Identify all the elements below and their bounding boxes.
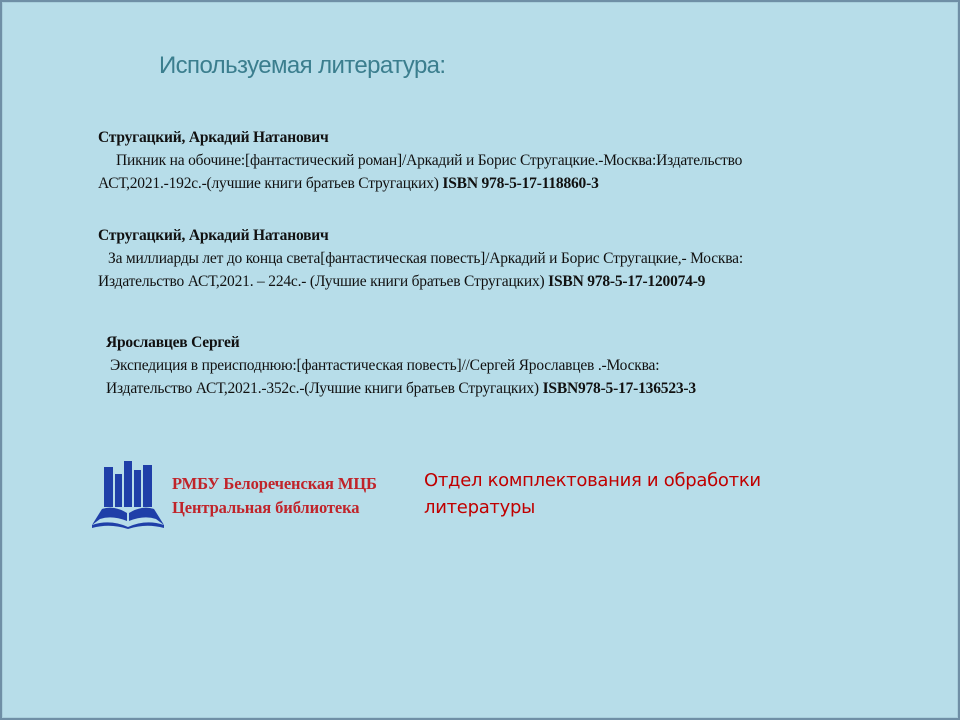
reference-publisher: АСТ,2021.-192с.-(лучшие книги братьев Стругацких): [98, 175, 439, 192]
reference-author: Ярославцев Сергей: [106, 334, 240, 351]
reference-1: [98, 126, 742, 195]
department-line: Отдел комплектования и обработки: [424, 470, 761, 491]
department-name: [424, 467, 761, 521]
reference-author: Стругацкий, Аркадий Натанович: [98, 129, 329, 146]
reference-publisher: Издательство АСТ,2021. – 224с.- (Лучшие книги братьев Стругацких): [98, 273, 545, 290]
reference-3: [106, 331, 696, 400]
reference-line: За миллиарды лет до конца света[фантастическая повесть]/Аркадий и Борис Стругацкие,- Москва:: [108, 250, 743, 267]
reference-line: [106, 377, 696, 400]
library-name-line: РМБУ Белореченская МЦБ: [172, 474, 377, 493]
reference-line: [98, 172, 742, 195]
library-name-line: Центральная библиотека: [172, 498, 360, 517]
reference-line: [98, 270, 743, 293]
library-name: [172, 472, 377, 520]
reference-publisher: Издательство АСТ,2021.-352с.-(Лучшие книги братьев Стругацких): [106, 380, 539, 397]
department-line: литературы: [424, 497, 535, 518]
reference-isbn: ISBN 978-5-17-120074-9: [548, 273, 706, 290]
slide-title: Используемая литература:: [159, 52, 446, 79]
reference-2: [98, 224, 743, 293]
reference-line: Экспедиция в преисподнюю:[фантастическая повесть]//Сергей Ярославцев .-Москва:: [110, 357, 660, 374]
library-books-icon: [90, 457, 166, 529]
reference-isbn: ISBN978-5-17-136523-3: [542, 380, 696, 397]
reference-line: Пикник на обочине:[фантастический роман]/Аркадий и Борис Стругацкие.-Москва:Издательство: [116, 152, 743, 169]
reference-isbn: ISBN 978-5-17-118860-3: [442, 175, 599, 192]
reference-author: Стругацкий, Аркадий Натанович: [98, 227, 329, 244]
